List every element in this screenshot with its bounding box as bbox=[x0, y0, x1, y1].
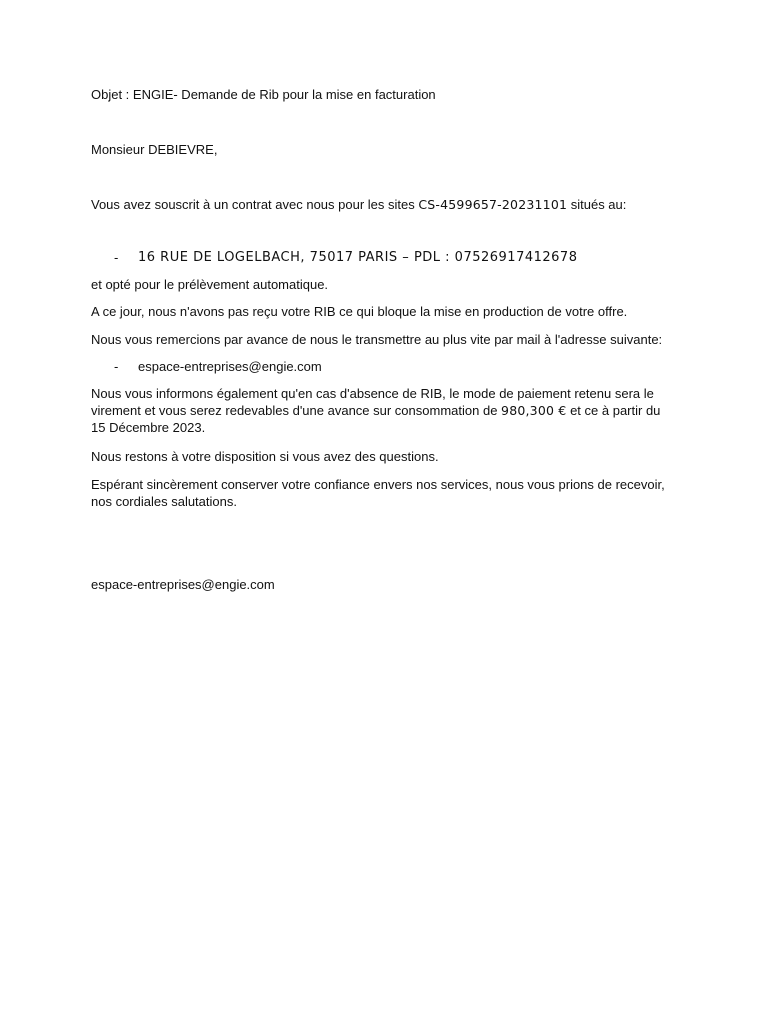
email-address-link[interactable]: espace-entreprises@engie.com bbox=[138, 359, 322, 374]
closing-paragraph bbox=[91, 476, 671, 510]
intro-prefix: Vous avez souscrit à un contrat avec nous pour les sites bbox=[91, 197, 419, 212]
availability-text: Nous restons à votre disposition si vous avez des questions. bbox=[91, 449, 439, 464]
rib-missing-text: A ce jour, nous n'avons pas reçu votre RIB ce qui bloque la mise en production de votre offre. bbox=[91, 304, 628, 319]
email-bullet-marker: - bbox=[114, 359, 119, 374]
closing-line-2: nos cordiales salutations. bbox=[91, 494, 237, 509]
payment-info-line-3: 15 Décembre 2023. bbox=[91, 420, 206, 435]
closing-line-1: Espérant sincèrement conserver votre confiance envers nos services, nous vous prions de recevoir, bbox=[91, 477, 665, 492]
site-bullet-marker: - bbox=[114, 250, 119, 265]
payment-option-text: et opté pour le prélèvement automatique. bbox=[91, 277, 329, 292]
payment-info-line-2-prefix: virement et vous serez redevables d'une avance sur consommation de bbox=[91, 403, 502, 418]
payment-info-line-2 bbox=[91, 402, 671, 419]
signature-email[interactable]: espace-entreprises@engie.com bbox=[91, 577, 275, 592]
advance-amount: 980,300 € bbox=[501, 403, 567, 418]
intro-paragraph bbox=[91, 196, 671, 213]
payment-info-line-2-suffix: et ce à partir du bbox=[566, 403, 661, 418]
request-text: Nous vous remercions par avance de nous le transmettre au plus vite par mail à l'adresse suivante: bbox=[91, 332, 663, 347]
subject-line: Objet : ENGIE- Demande de Rib pour la mise en facturation bbox=[91, 87, 436, 102]
payment-info-line-1: Nous vous informons également qu'en cas d'absence de RIB, le mode de paiement retenu sera le bbox=[91, 386, 654, 401]
payment-info-paragraph bbox=[91, 385, 671, 436]
intro-suffix: situés au: bbox=[567, 197, 627, 212]
contract-reference: CS-4599657-20231101 bbox=[418, 197, 568, 212]
salutation: Monsieur DEBIEVRE, bbox=[91, 142, 218, 157]
site-address: 16 RUE DE LOGELBACH, 75017 PARIS – PDL : 07526917412678 bbox=[138, 250, 578, 265]
